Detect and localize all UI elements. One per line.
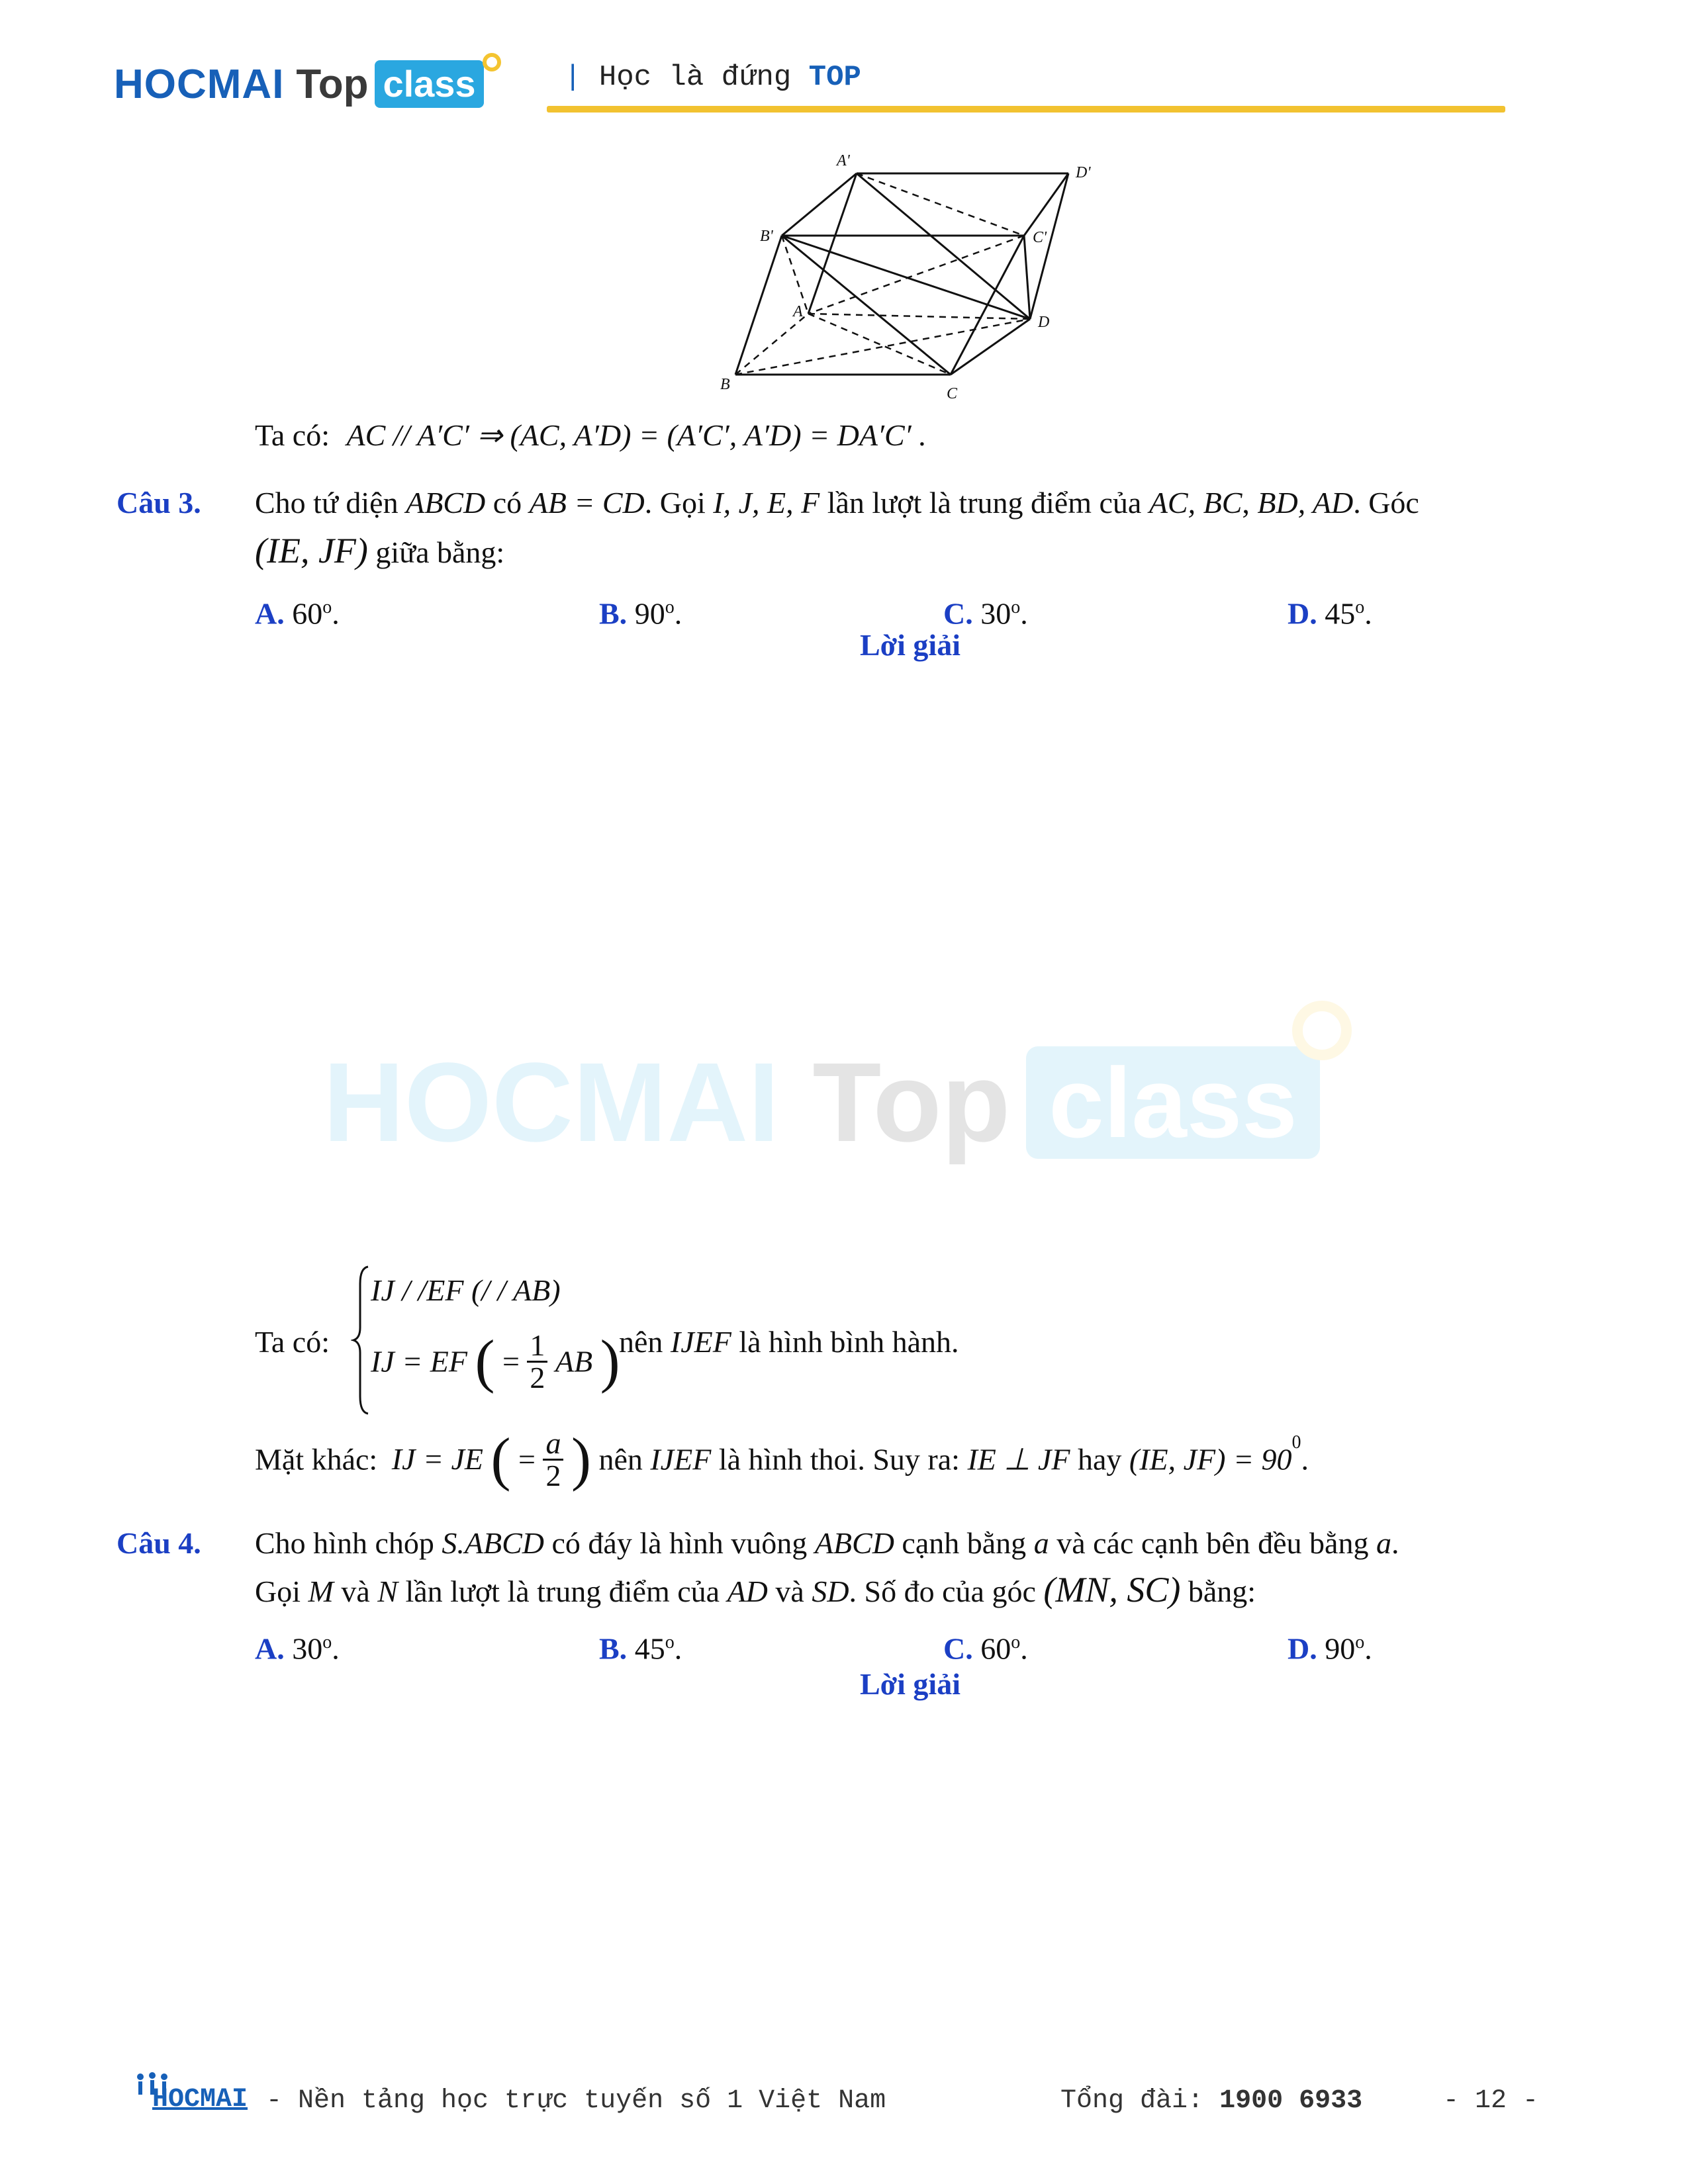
option-unit: o — [665, 597, 675, 617]
option-end: . — [332, 1631, 340, 1666]
q3-text: . Góc — [1353, 486, 1419, 520]
option-unit: o — [1011, 597, 1021, 617]
tagline-text: Học là đứng — [598, 61, 792, 94]
option-unit: o — [322, 1632, 332, 1653]
q4-option-d[interactable] — [1288, 1623, 1372, 1668]
option-unit: o — [1355, 597, 1365, 617]
intro-line — [255, 416, 927, 455]
q3-label: Câu 3. — [117, 486, 201, 520]
option-letter: A. — [255, 596, 285, 631]
mk-math: IE ⊥ JF — [967, 1442, 1070, 1477]
intro-prefix: Ta có: — [255, 418, 330, 452]
tagline-bar: | — [564, 61, 582, 94]
tagline-top: TOP — [808, 61, 861, 94]
q4-line1 — [255, 1524, 1399, 1563]
footer-slogan: - Nền tảng học trực tuyến số 1 Việt Nam — [266, 2086, 886, 2116]
label-b: B — [720, 376, 730, 393]
watermark-hocmai: HOCMAI — [323, 1040, 780, 1165]
q3-sol-prefix: Ta có: — [255, 1325, 330, 1359]
mk-eq: = — [518, 1442, 536, 1477]
option-unit: o — [665, 1632, 675, 1653]
footer-hotline-number: 1900 6933 — [1219, 2086, 1363, 2116]
q3-option-d[interactable] — [1288, 588, 1372, 633]
mk-sup: 0 — [1291, 1432, 1301, 1453]
option-letter: D. — [1288, 1631, 1317, 1666]
q4-text: và các cạnh bên đều bằng — [1056, 1526, 1369, 1560]
q4-line2 — [255, 1570, 1256, 1612]
mk-text: Mặt khác: — [255, 1442, 378, 1477]
q3-option-a[interactable] — [255, 588, 340, 633]
option-value: 45 — [1325, 596, 1356, 631]
q4-text: và — [775, 1574, 804, 1608]
option-letter: C. — [943, 1631, 973, 1666]
q3-text: . Gọi — [644, 486, 706, 520]
intro-formula: AC // A′C′ ⇒ (AC, A′D) = (A′C′, A′D) = DA′C′ . — [346, 418, 927, 452]
label-a: A — [793, 303, 803, 320]
q4-math: (MN, SC) — [1043, 1570, 1181, 1610]
option-unit: o — [1355, 1632, 1365, 1653]
option-value: 60 — [292, 596, 323, 631]
option-end: . — [1020, 596, 1028, 631]
q4-math: a — [1033, 1526, 1049, 1560]
sys-eq: = — [502, 1344, 520, 1379]
q3-mk-line — [255, 1423, 1309, 1509]
q4-text: và — [341, 1574, 370, 1608]
watermark-class: class — [1026, 1046, 1319, 1159]
q3-math: BD, AD — [1257, 486, 1354, 520]
q4-text: cạnh bằng — [902, 1526, 1027, 1560]
watermark — [323, 1038, 1320, 1167]
logo-top-text: Top — [296, 61, 369, 107]
q3-math: AC, BC — [1149, 486, 1243, 520]
mk-text: . — [1301, 1442, 1309, 1477]
q4-math: S.ABCD — [442, 1526, 544, 1560]
paren-close: ) — [571, 1426, 591, 1492]
q4-text: lần lượt là trung điểm của — [405, 1574, 720, 1608]
paren-close: ) — [600, 1328, 620, 1394]
q4-text: . Số đo của góc — [849, 1574, 1036, 1608]
sys-math: IJ = EF — [371, 1344, 467, 1379]
option-end: . — [674, 596, 682, 631]
option-letter: B. — [599, 596, 628, 631]
paren-open: ( — [475, 1328, 495, 1394]
footer-page-number: - 12 - — [1443, 2086, 1539, 2116]
q4-option-a[interactable] — [255, 1623, 340, 1668]
frac-num: 1 — [527, 1330, 547, 1363]
q4-text: Cho hình chóp — [255, 1526, 434, 1560]
option-value: 90 — [634, 596, 665, 631]
watermark-top: Top — [812, 1040, 1011, 1165]
q3-line2 — [255, 531, 504, 572]
option-end: . — [674, 1631, 682, 1666]
option-letter: B. — [599, 1631, 628, 1666]
q4-label: Câu 4. — [117, 1526, 201, 1560]
sys-line2 — [371, 1330, 620, 1416]
frac-num: a — [543, 1428, 563, 1461]
label-a-prime: A' — [837, 152, 850, 169]
option-end: . — [1364, 596, 1372, 631]
q3-text: Cho tứ diện — [255, 486, 399, 520]
q4-math: N — [377, 1574, 398, 1608]
footer-hotline — [1060, 2086, 1362, 2116]
sys-text: là hình bình hành. — [739, 1325, 959, 1359]
label-d: D — [1038, 314, 1050, 331]
q4-text: bằng: — [1188, 1574, 1256, 1608]
q3-math: ABCD — [406, 486, 486, 520]
q3-text: lần lượt là trung điểm của — [827, 486, 1142, 520]
mk-math: (IE, JF) = 90 — [1129, 1442, 1292, 1477]
q4-option-b[interactable] — [599, 1623, 682, 1668]
q4-math: a — [1376, 1526, 1391, 1560]
label-b-prime: B' — [760, 228, 773, 245]
mk-text: nên — [598, 1442, 643, 1477]
option-value: 90 — [1325, 1631, 1356, 1666]
q4-text: có đáy là hình vuông — [551, 1526, 808, 1560]
option-letter: D. — [1288, 596, 1317, 631]
frac-den: 2 — [545, 1458, 561, 1492]
sys-text: nên — [619, 1325, 663, 1359]
sys-math: AB — [555, 1344, 593, 1379]
sun-icon — [483, 53, 501, 71]
logo-class-text: class — [375, 60, 483, 108]
sys-after — [619, 1322, 959, 1362]
option-value: 45 — [634, 1631, 665, 1666]
option-value: 60 — [980, 1631, 1011, 1666]
label-c-prime: C' — [1033, 229, 1047, 246]
q4-text: . — [1391, 1526, 1399, 1560]
paren-open: ( — [491, 1426, 511, 1492]
logo-hocmai-text: HOCMAI — [114, 61, 285, 107]
q3-math: I, J, E, F — [713, 486, 820, 520]
q4-text: Gọi — [255, 1574, 301, 1608]
frac-den: 2 — [530, 1361, 545, 1394]
option-end: . — [1364, 1631, 1372, 1666]
option-end: . — [1020, 1631, 1028, 1666]
mk-math: IJEF — [650, 1442, 712, 1477]
watermark-sun-icon — [1292, 1001, 1352, 1060]
mk-text: là hình thoi. Suy ra: — [718, 1442, 960, 1477]
q4-math: SD — [812, 1574, 849, 1608]
sys-math: IJEF — [670, 1325, 731, 1359]
option-value: 30 — [292, 1631, 323, 1666]
header-logo — [114, 54, 484, 114]
mk-math: IJ = JE — [391, 1442, 484, 1477]
q3-text: giữa bằng: — [375, 535, 505, 569]
header-divider — [547, 106, 1505, 113]
fraction-one-half — [527, 1330, 547, 1393]
option-letter: C. — [943, 596, 973, 631]
footer-hotline-label: Tổng đài: — [1060, 2086, 1204, 2116]
q3-text: có — [492, 486, 522, 520]
q4-math: AD — [727, 1574, 768, 1608]
q3-text: , — [1242, 486, 1250, 520]
option-end: . — [332, 596, 340, 631]
q4-solution-title: Lời giải — [860, 1667, 961, 1701]
q4-option-c[interactable] — [943, 1623, 1028, 1668]
prism-figure — [715, 146, 1112, 410]
label-d-prime: D' — [1076, 164, 1091, 181]
q4-math: M — [308, 1574, 334, 1608]
system-brace — [351, 1264, 371, 1416]
q4-math: ABCD — [814, 1526, 894, 1560]
footer-logo-text: HOCMAI — [152, 2085, 248, 2115]
q3-solution-title: Lời giải — [860, 628, 961, 662]
option-unit: o — [322, 597, 332, 617]
q3-math: AB = CD — [529, 486, 645, 520]
mk-text: hay — [1077, 1442, 1122, 1477]
fraction-a-half — [543, 1428, 563, 1491]
sys-line1: IJ / /EF (/ / AB) — [371, 1273, 561, 1307]
header-tagline — [564, 61, 861, 94]
q3-line1 — [255, 483, 1419, 523]
q3-option-b[interactable] — [599, 588, 682, 633]
q3-option-c[interactable] — [943, 588, 1028, 633]
option-value: 30 — [980, 596, 1011, 631]
option-letter: A. — [255, 1631, 285, 1666]
label-c: C — [947, 385, 958, 402]
option-unit: o — [1011, 1632, 1021, 1653]
q3-math: (IE, JF) — [255, 531, 368, 570]
